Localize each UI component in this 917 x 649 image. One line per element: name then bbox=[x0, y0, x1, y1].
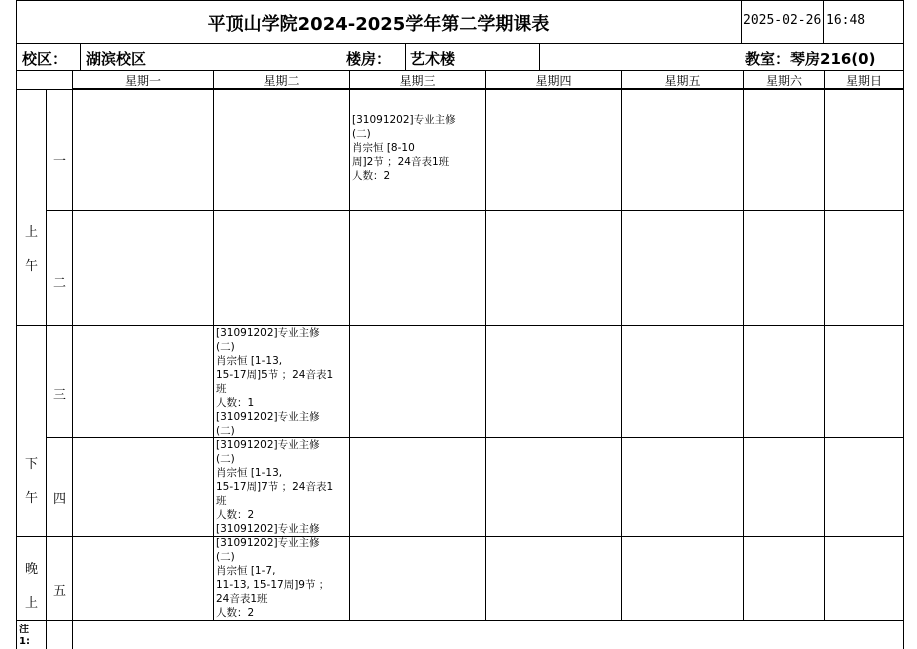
course-cell-p5-tue[interactable]: [31091202]专业主修 (二) 肖宗恒 [1-7, 11-13, 15-17周]9节 ； 24音表1班 人数：2 bbox=[216, 537, 330, 619]
border-time-left bbox=[823, 0, 824, 43]
section-morning-1: 上 bbox=[24, 225, 38, 240]
border-date-left bbox=[741, 0, 742, 43]
border-p1-bottom bbox=[46, 210, 903, 211]
section-afternoon-1: 下 bbox=[24, 457, 38, 472]
border-section-col bbox=[46, 89, 47, 649]
course-cell-p1-wed[interactable]: [31091202]专业主修 (二) 肖宗恒 [8-10 周]2节 ；24音表1班 人数：2 bbox=[352, 114, 456, 182]
room-info: 教室：琴房216(0) bbox=[745, 50, 876, 68]
day-header-mon: 星期一 bbox=[124, 74, 161, 88]
section-evening-1: 晚 bbox=[24, 562, 38, 577]
print-time: 16:48 bbox=[826, 13, 866, 28]
border-info-bottom bbox=[16, 70, 903, 71]
section-morning-2: 午 bbox=[24, 259, 38, 274]
day-header-wed: 星期三 bbox=[399, 74, 436, 88]
day-header-fri: 星期五 bbox=[664, 74, 701, 88]
day-header-thu: 星期四 bbox=[535, 74, 572, 88]
period-1: 一 bbox=[52, 154, 66, 169]
page-title: 平顶山学院2024-2025学年第二学期课表 bbox=[207, 14, 550, 35]
print-date: 2025-02-26 bbox=[743, 13, 822, 28]
border-right bbox=[903, 0, 904, 649]
border-left bbox=[16, 0, 17, 649]
course-cell-p4-tue[interactable]: [31091202]专业主修 (二) 肖宗恒 [1-13, 15-17周]7节 ；24音表1 班 人数：2 [31091202]专业主修 bbox=[216, 439, 334, 535]
border-header-bottom bbox=[16, 43, 903, 44]
border-period-col bbox=[72, 70, 73, 649]
border-mon-right bbox=[213, 70, 214, 620]
campus-label: 校区： bbox=[22, 50, 68, 68]
border-fri-right bbox=[743, 70, 744, 620]
border-p5-bottom bbox=[16, 620, 903, 621]
day-header-sat: 星期六 bbox=[765, 74, 802, 88]
day-header-sun: 星期日 bbox=[845, 74, 882, 88]
border-top bbox=[16, 0, 903, 1]
border-p3-bottom bbox=[46, 437, 903, 438]
building-value: 艺术楼 bbox=[410, 50, 456, 68]
border-p2-bottom bbox=[16, 325, 903, 326]
section-afternoon-2: 午 bbox=[24, 491, 38, 506]
border-sat-right bbox=[824, 70, 825, 620]
section-evening-2: 上 bbox=[24, 596, 38, 611]
period-4: 四 bbox=[52, 492, 66, 507]
day-header-tue: 星期二 bbox=[263, 74, 300, 88]
footer-note: 注 1: bbox=[19, 624, 30, 647]
border-grid-top bbox=[16, 89, 903, 90]
border-building-sep bbox=[405, 43, 406, 70]
course-cell-p3-tue[interactable]: [31091202]专业主修 (二) 肖宗恒 [1-13, 15-17周]5节 ；24音表1 班 人数：1 [31091202]专业主修 (二) bbox=[216, 327, 334, 436]
border-p4-bottom bbox=[16, 536, 903, 537]
border-campus-sep bbox=[80, 43, 81, 70]
border-wed-right bbox=[485, 70, 486, 620]
border-building-right bbox=[539, 43, 540, 70]
building-label: 楼房： bbox=[346, 50, 392, 68]
period-3: 三 bbox=[52, 388, 66, 403]
campus-value: 湖滨校区 bbox=[86, 50, 147, 68]
period-5: 五 bbox=[52, 584, 66, 599]
period-2: 二 bbox=[52, 276, 66, 291]
border-tue-right bbox=[349, 70, 350, 620]
border-thu-right bbox=[621, 70, 622, 620]
